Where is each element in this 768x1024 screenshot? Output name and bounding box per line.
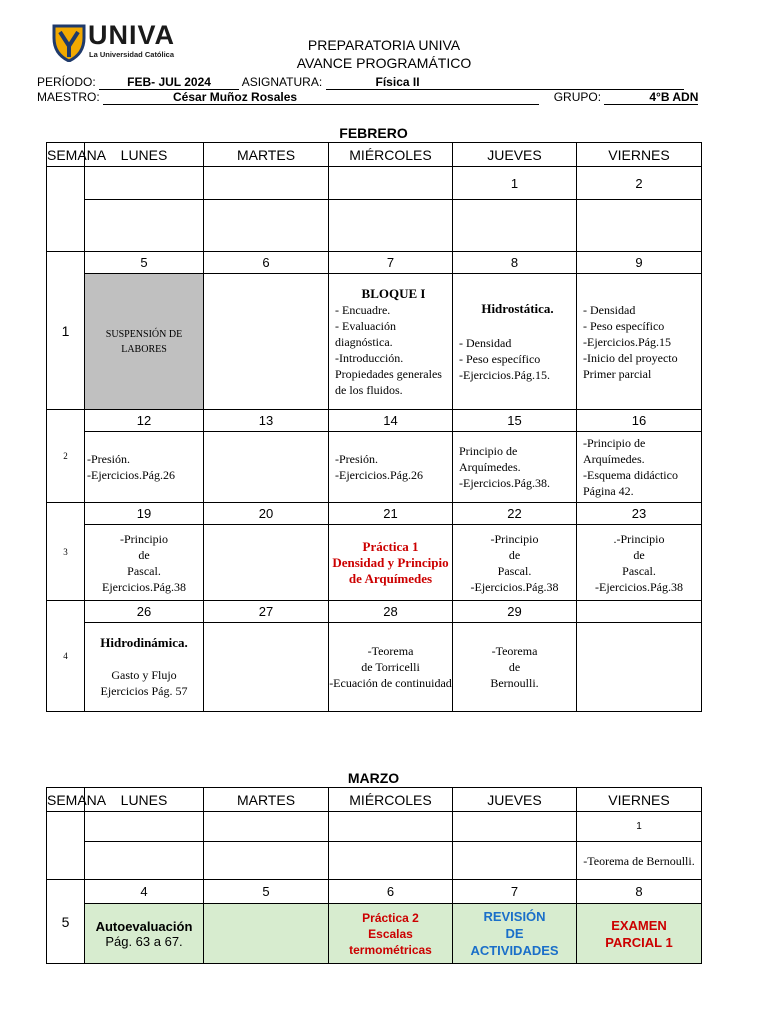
activity-cell: -Principio de Pascal. Ejercicios.Pág.38 bbox=[85, 525, 204, 601]
content-row bbox=[47, 842, 702, 880]
date-row bbox=[47, 167, 702, 200]
header-row bbox=[47, 788, 702, 812]
date-cell bbox=[85, 167, 204, 200]
activity-cell: -Presión. -Ejercicios.Pág.26 bbox=[329, 432, 453, 503]
date-cell: 5 bbox=[204, 880, 329, 904]
logo-brand: UNIVA bbox=[88, 20, 176, 50]
content-row bbox=[47, 274, 702, 410]
activity-cell: - Densidad - Peso específico -Ejercicios.Pág.15 -Inicio del proyecto Primer parcial bbox=[577, 274, 702, 410]
page-title: PREPARATORIA UNIVA bbox=[307, 37, 461, 53]
date-row bbox=[47, 410, 702, 432]
activity-cell bbox=[85, 623, 204, 712]
date-cell: 16 bbox=[577, 410, 702, 432]
col-jueves: JUEVES bbox=[453, 788, 577, 812]
content-row bbox=[47, 623, 702, 712]
date-cell: 21 bbox=[329, 503, 453, 525]
date-row bbox=[47, 812, 702, 842]
practice-cell: Práctica 2 Escalas termométricas bbox=[329, 904, 453, 964]
date-cell: 29 bbox=[453, 601, 577, 623]
maestro-label: MAESTRO: bbox=[37, 90, 100, 104]
week-cell bbox=[47, 167, 85, 252]
activity-cell bbox=[329, 274, 453, 410]
header-row bbox=[47, 143, 702, 167]
date-cell bbox=[204, 812, 329, 842]
activity-cell: .-Principio de Pascal. -Ejercicios.Pág.38 bbox=[577, 525, 702, 601]
activity-text: - Encuadre. - Evaluación diagnóstica. -Introducción. Propiedades generales de los fluidos. bbox=[335, 302, 442, 397]
date-cell: 23 bbox=[577, 503, 702, 525]
activity-cell: -Teorema de Bernoulli. bbox=[577, 842, 702, 880]
date-cell bbox=[85, 812, 204, 842]
week-number: 4 bbox=[47, 601, 85, 712]
date-cell: 7 bbox=[453, 880, 577, 904]
periodo-label: PERÍODO: bbox=[37, 75, 96, 89]
activity-cell: -Teorema de Torricelli -Ecuación de continuidad bbox=[329, 623, 453, 712]
date-cell bbox=[329, 167, 453, 200]
content-row bbox=[47, 432, 702, 503]
maestro-row bbox=[37, 90, 698, 105]
date-cell: 14 bbox=[329, 410, 453, 432]
date-cell: 1 bbox=[453, 167, 577, 200]
date-cell bbox=[204, 167, 329, 200]
date-cell: 12 bbox=[85, 410, 204, 432]
activity-text: - Densidad - Peso específico -Ejercicios.Pág.15. bbox=[459, 335, 550, 382]
review-cell: REVISIÓN DE ACTIVIDADES bbox=[453, 904, 577, 964]
asignatura-label: ASIGNATURA: bbox=[241, 75, 323, 89]
col-lunes: LUNES bbox=[85, 788, 204, 812]
date-cell bbox=[329, 812, 453, 842]
date-cell: 1 bbox=[577, 812, 702, 842]
week-number: 3 bbox=[47, 503, 85, 601]
empty-cell bbox=[204, 904, 329, 964]
page-subtitle: AVANCE PROGRAMÁTICO bbox=[296, 55, 472, 71]
month-title-mar: MARZO bbox=[347, 770, 400, 786]
col-martes: MARTES bbox=[204, 143, 329, 167]
activity-cell: Principio de Arquímedes. -Ejercicios.Pág.38. bbox=[453, 432, 577, 503]
col-miercoles: MIÉRCOLES bbox=[329, 143, 453, 167]
activity-cell: -Teorema de Bernoulli. bbox=[453, 623, 577, 712]
empty-cell bbox=[577, 623, 702, 712]
activity-text: Gasto y Flujo Ejercicios Pág. 57 bbox=[100, 668, 188, 698]
empty-cell bbox=[204, 623, 329, 712]
periodo-value: FEB- JUL 2024 bbox=[99, 75, 239, 90]
date-cell: 28 bbox=[329, 601, 453, 623]
week-number: 2 bbox=[47, 410, 85, 503]
activity-text: Pág. 63 a 67. bbox=[105, 933, 183, 949]
date-cell: 15 bbox=[453, 410, 577, 432]
col-jueves: JUEVES bbox=[453, 143, 577, 167]
date-row bbox=[47, 503, 702, 525]
month-title-feb: FEBRERO bbox=[339, 125, 408, 141]
date-cell: 22 bbox=[453, 503, 577, 525]
content-row bbox=[47, 200, 702, 252]
week-number: 1 bbox=[47, 252, 85, 410]
col-semana: SEMANA bbox=[47, 788, 85, 812]
week-number: 5 bbox=[47, 880, 85, 964]
suspension-cell: SUSPENSIÓN DE LABORES bbox=[85, 274, 204, 410]
date-cell: 4 bbox=[85, 880, 204, 904]
date-cell: 26 bbox=[85, 601, 204, 623]
content-row bbox=[47, 904, 702, 964]
date-cell: 8 bbox=[577, 880, 702, 904]
date-cell: 7 bbox=[329, 252, 453, 274]
periodo-row bbox=[37, 75, 684, 90]
date-cell: 6 bbox=[329, 880, 453, 904]
bloque-title: BLOQUE I bbox=[361, 285, 426, 301]
empty-cell bbox=[204, 274, 329, 410]
activity-cell bbox=[453, 274, 577, 410]
calendar-february bbox=[46, 142, 702, 712]
self-eval-title: Autoevaluación bbox=[95, 918, 193, 934]
col-martes: MARTES bbox=[204, 788, 329, 812]
date-cell bbox=[577, 601, 702, 623]
activity-cell: -Principio de Arquímedes. -Esquema didáctico Página 42. bbox=[577, 432, 702, 503]
date-cell: 5 bbox=[85, 252, 204, 274]
grupo-label: GRUPO: bbox=[553, 90, 602, 104]
date-cell: 27 bbox=[204, 601, 329, 623]
date-cell: 19 bbox=[85, 503, 204, 525]
date-cell: 13 bbox=[204, 410, 329, 432]
practice-cell: Práctica 1 Densidad y Principio de Arquímedes bbox=[329, 525, 453, 601]
exam-cell: EXAMEN PARCIAL 1 bbox=[577, 904, 702, 964]
calendar-march bbox=[46, 787, 702, 964]
date-cell: 9 bbox=[577, 252, 702, 274]
grupo-value: 4°B ADN bbox=[604, 90, 698, 105]
col-lunes: LUNES bbox=[85, 143, 204, 167]
col-semana: SEMANA bbox=[47, 143, 85, 167]
date-row bbox=[47, 880, 702, 904]
col-viernes: VIERNES bbox=[577, 143, 702, 167]
col-miercoles: MIÉRCOLES bbox=[329, 788, 453, 812]
date-cell: 6 bbox=[204, 252, 329, 274]
logo-tagline: La Universidad Católica bbox=[89, 50, 175, 59]
activity-cell: -Principio de Pascal. -Ejercicios.Pág.38 bbox=[453, 525, 577, 601]
date-cell: 2 bbox=[577, 167, 702, 200]
asignatura-value: Física II bbox=[326, 75, 684, 90]
content-row bbox=[47, 525, 702, 601]
date-cell: 20 bbox=[204, 503, 329, 525]
empty-cell bbox=[204, 432, 329, 503]
topic-title: Hidrodinámica. bbox=[100, 635, 188, 650]
activity-cell: -Presión. -Ejercicios.Pág.26 bbox=[85, 432, 204, 503]
date-row bbox=[47, 601, 702, 623]
date-cell bbox=[453, 812, 577, 842]
maestro-value: César Muñoz Rosales bbox=[103, 90, 539, 105]
week-cell bbox=[47, 812, 85, 880]
date-row bbox=[47, 252, 702, 274]
activity-cell bbox=[85, 904, 204, 964]
topic-title: Hidrostática. bbox=[481, 300, 554, 316]
empty-cell bbox=[204, 525, 329, 601]
col-viernes: VIERNES bbox=[577, 788, 702, 812]
date-cell: 8 bbox=[453, 252, 577, 274]
